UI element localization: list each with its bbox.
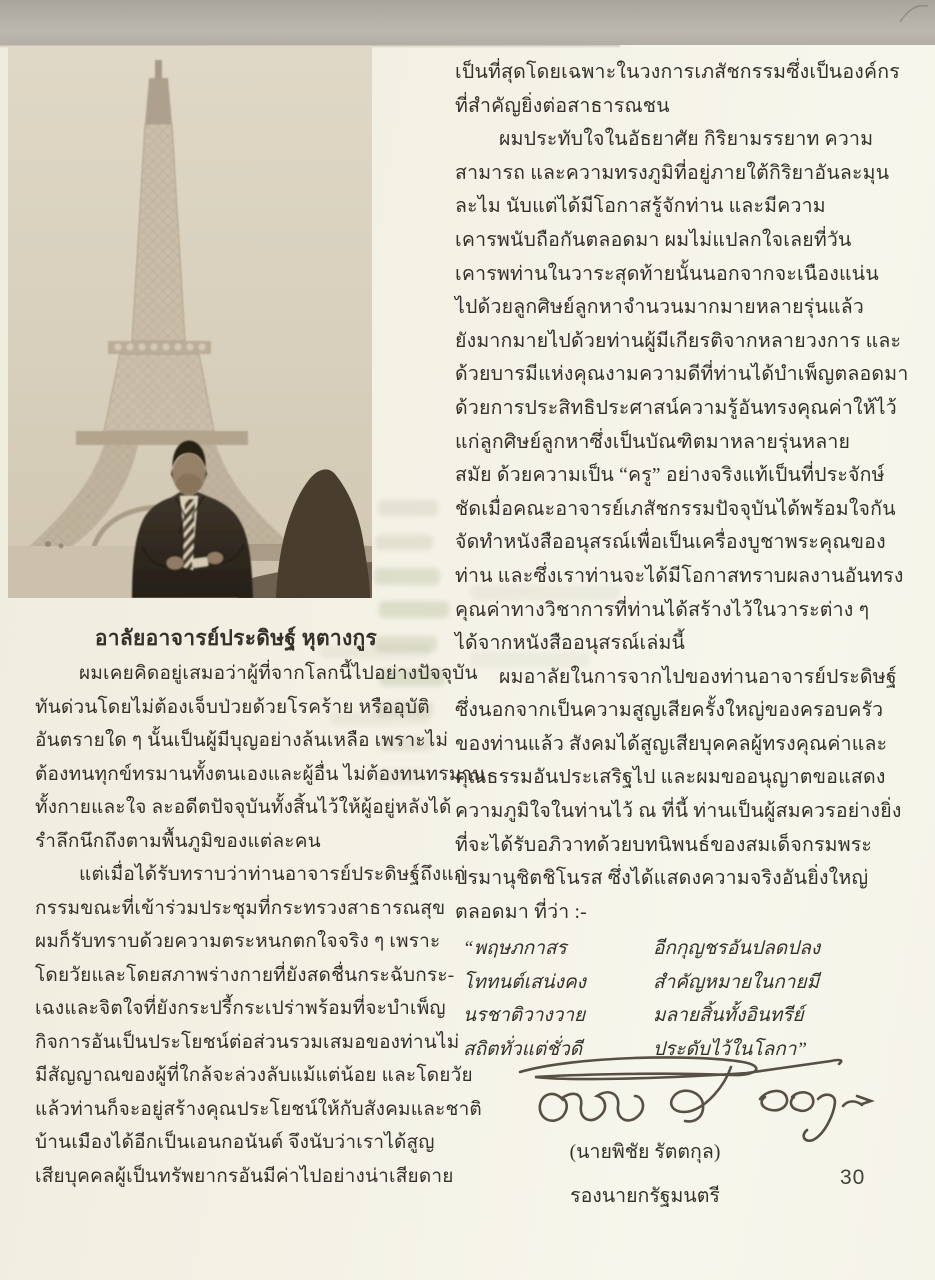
text-line: ด้วยบารมีแห่งคุณงามความดีที่ท่านได้บำเพ็ญตลอดมา — [455, 364, 909, 386]
poem-hemistich: โททนต์เสน่งคง — [463, 971, 586, 993]
signatory-name: (นายพิชัย รัตตกุล) — [569, 1142, 721, 1163]
right-column-text — [455, 56, 915, 929]
page-number: 30 — [840, 1166, 866, 1189]
poem-hemistich: มลายสิ้นทั้งอินทรีย์ — [653, 1005, 804, 1026]
bleedthrough-smudge — [378, 500, 438, 516]
text-line: ความภูมิใจในท่านไว้ ณ ที่นี้ ท่านเป็นผู้สมควรอย่างยิ่ง — [455, 801, 902, 823]
text-line: ท่าน และซึ่งเราท่านจะได้มีโอกาสทราบผลงานอันทรง — [455, 565, 904, 587]
bleedthrough-smudge — [374, 568, 440, 585]
text-line: แต่เมื่อได้รับทราบว่าท่านอาจารย์ประดิษฐ์ถึงแก่ — [79, 864, 466, 885]
poem-row — [455, 999, 907, 1033]
text-line: กิจการอันเป็นประโยชน์ต่อส่วนรวมเสมอของท่านไม่ — [35, 1031, 460, 1053]
right-column — [455, 56, 915, 929]
text-line: ตลอดมา ที่ว่า :- — [455, 901, 587, 923]
text-line: ผมก็รับทราบด้วยความตระหนกตกใจจริง ๆ เพราะ — [35, 931, 441, 952]
text-line: ผมอาลัยในการจากไปของท่านอาจารย์ประดิษฐ์ — [499, 666, 897, 688]
signature-image — [505, 1046, 877, 1144]
text-line: ด้วยการประสิทธิประศาสน์ความรู้อันทรงคุณค่าให้ไว้ — [455, 397, 897, 419]
left-column — [35, 620, 486, 1193]
poem-hemistich: อีกกุญชรอันปลดปลง — [653, 938, 821, 959]
text-line: ไปด้วยลูกศิษย์ลูกหาจำนวนมากมายหลายรุ่นแล้ว — [455, 297, 865, 319]
text-line: ยังมากมายไปด้วยท่านผู้มีเกียรติจากหลายวงการ และ — [455, 330, 902, 352]
text-line: เคารพท่านในวาระสุดท้ายนั้นนอกจากจะเนืองแน่น — [455, 263, 879, 285]
text-line: บ้านเมืองได้อีกเป็นเอนกอนันต์ จึงนับว่าเราได้สูญ — [35, 1132, 435, 1153]
text-line: ทันด่วนโดยไม่ต้องเจ็บป่วยด้วยโรคร้าย หรืออุบัติ — [35, 696, 430, 718]
text-line: ที่สำคัญยิ่งต่อสาธารณชน — [455, 95, 670, 117]
text-line: ซึ่งนอกจากเป็นความสูญเสียครั้งใหญ่ของครอบครัว — [455, 700, 884, 722]
text-line: จัดทำหนังสืออนุสรณ์เพื่อเป็นเครื่องบูชาพระคุณของ — [455, 532, 886, 554]
text-line: ปรมานุชิตชิโนรส ซึ่งได้แสดงความจริงอันยิ่งใหญ่ — [455, 868, 869, 890]
text-line: ละไม นับแต่ได้มีโอกาสรู้จักท่าน และมีความ — [455, 196, 826, 218]
left-column-text — [35, 657, 486, 1193]
scanner-edge-band — [0, 0, 935, 45]
text-line: ผมเคยคิดอยู่เสมอว่าผู้ที่จากโลกนี้ไปอย่างปัจจุบัน — [79, 663, 478, 684]
signatory-title: รองนายกรัฐมนตรี — [570, 1186, 720, 1207]
text-line: แล้วท่านก็จะอยู่สร้างคุณประโยชน์ให้กับสังคมและชาติ — [35, 1098, 482, 1120]
portrait-photo-image — [8, 46, 372, 598]
text-line: รำลึกนึกถึงตามพื้นภูมิของแต่ละคน — [35, 830, 321, 852]
text-line: ผมประทับใจในอัธยาศัย กิริยามรรยาท ความ — [499, 129, 874, 151]
bleedthrough-smudge — [375, 535, 433, 550]
text-line: โดยวัยและโดยสภาพร่างกายที่ยังสดชื่นกระฉับกระ- — [35, 964, 455, 986]
poem-hemistich: ประดับไว้ในโลกา” — [653, 1038, 807, 1060]
portrait-photo — [8, 46, 372, 598]
text-line: คุณค่าทางวิชาการที่ท่านได้สร้างไว้ในวาระต่าง ๆ — [455, 599, 870, 621]
text-line: สมัย ด้วยความเป็น “ครู” อย่างจริงแท้เป็นที่ประจักษ์ — [455, 465, 885, 487]
text-line: เป็นที่สุดโดยเฉพาะในวงการเภสัชกรรมซึ่งเป็นองค์กร — [455, 62, 900, 83]
text-line: ทั้งกายและใจ ละอดีตปัจจุบันทั้งสิ้นไว้ให้ผู้อยู่หลังได้ — [35, 797, 452, 818]
poem-hemistich: สำคัญหมายในกายมี — [653, 971, 820, 993]
text-line: เคารพนับถือกันตลอดมา ผมไม่แปลกใจเลยที่วัน — [455, 229, 852, 251]
text-line: ของท่านแล้ว สังคมได้สูญเสียบุคคลผู้ทรงคุณค่าและ — [455, 733, 888, 755]
poem-row — [455, 966, 907, 1000]
text-line: กรรมขณะที่เข้าร่วมประชุมที่กระทรวงสาธารณสุข — [35, 897, 446, 919]
poem-hemistich: “พฤษภกาสร — [463, 938, 567, 959]
text-line: แก่ลูกศิษย์ลูกหาซึ่งเป็นบัณฑิตมาหลายรุ่นหลาย — [455, 431, 851, 453]
text-line: ที่จะได้รับอภิวาทด้วยบทนิพนธ์ของสมเด็จกรมพระ — [455, 834, 873, 856]
text-line: ได้จากหนังสืออนุสรณ์เล่มนี้ — [455, 633, 686, 655]
text-line: ต้องทนทุกข์ทรมานทั้งตนเองและผู้อื่น ไม่ต้องทนทรมาน — [35, 763, 486, 785]
bleedthrough-smudge — [379, 601, 449, 618]
page-title: อาลัยอาจารย์ประดิษฐ์ หุตางกูร — [94, 626, 378, 650]
text-line: มีสัญญาณของผู้ที่ใกล้จะล่วงลับแม้แต่น้อย และโดยวัย — [35, 1065, 473, 1086]
poem-row — [455, 932, 907, 966]
text-line: อันตรายใด ๆ นั้นเป็นผู้มีบุญอย่างล้นเหลือ เพราะไม่ — [35, 730, 449, 751]
text-line: เสียบุคคลผู้เป็นทรัพยากรอันมีค่าไปอย่างน่าเสียดาย — [35, 1165, 454, 1187]
poem-hemistich: นรชาติวางวาย — [463, 1005, 586, 1026]
corner-curl-mark — [896, 0, 932, 30]
text-line: ชัดเมื่อคณะอาจารย์เภสัชกรรมปัจจุบันได้พร้อมใจกัน — [455, 498, 896, 520]
text-line: คุณธรรมอันประเสริฐไป และผมขออนุญาตขอแสดง — [455, 767, 886, 789]
text-line: เฉงและจิตใจที่ยังกระปรี้กระเปร่าพร้อมที่จะบำเพ็ญ — [35, 998, 446, 1019]
text-line: สามารถ และความทรงภูมิที่อยู่ภายใต้กิริยาอันละมุน — [455, 162, 890, 184]
poem-hemistich: สถิตทั่วแต่ชั่วดี — [463, 1038, 583, 1060]
